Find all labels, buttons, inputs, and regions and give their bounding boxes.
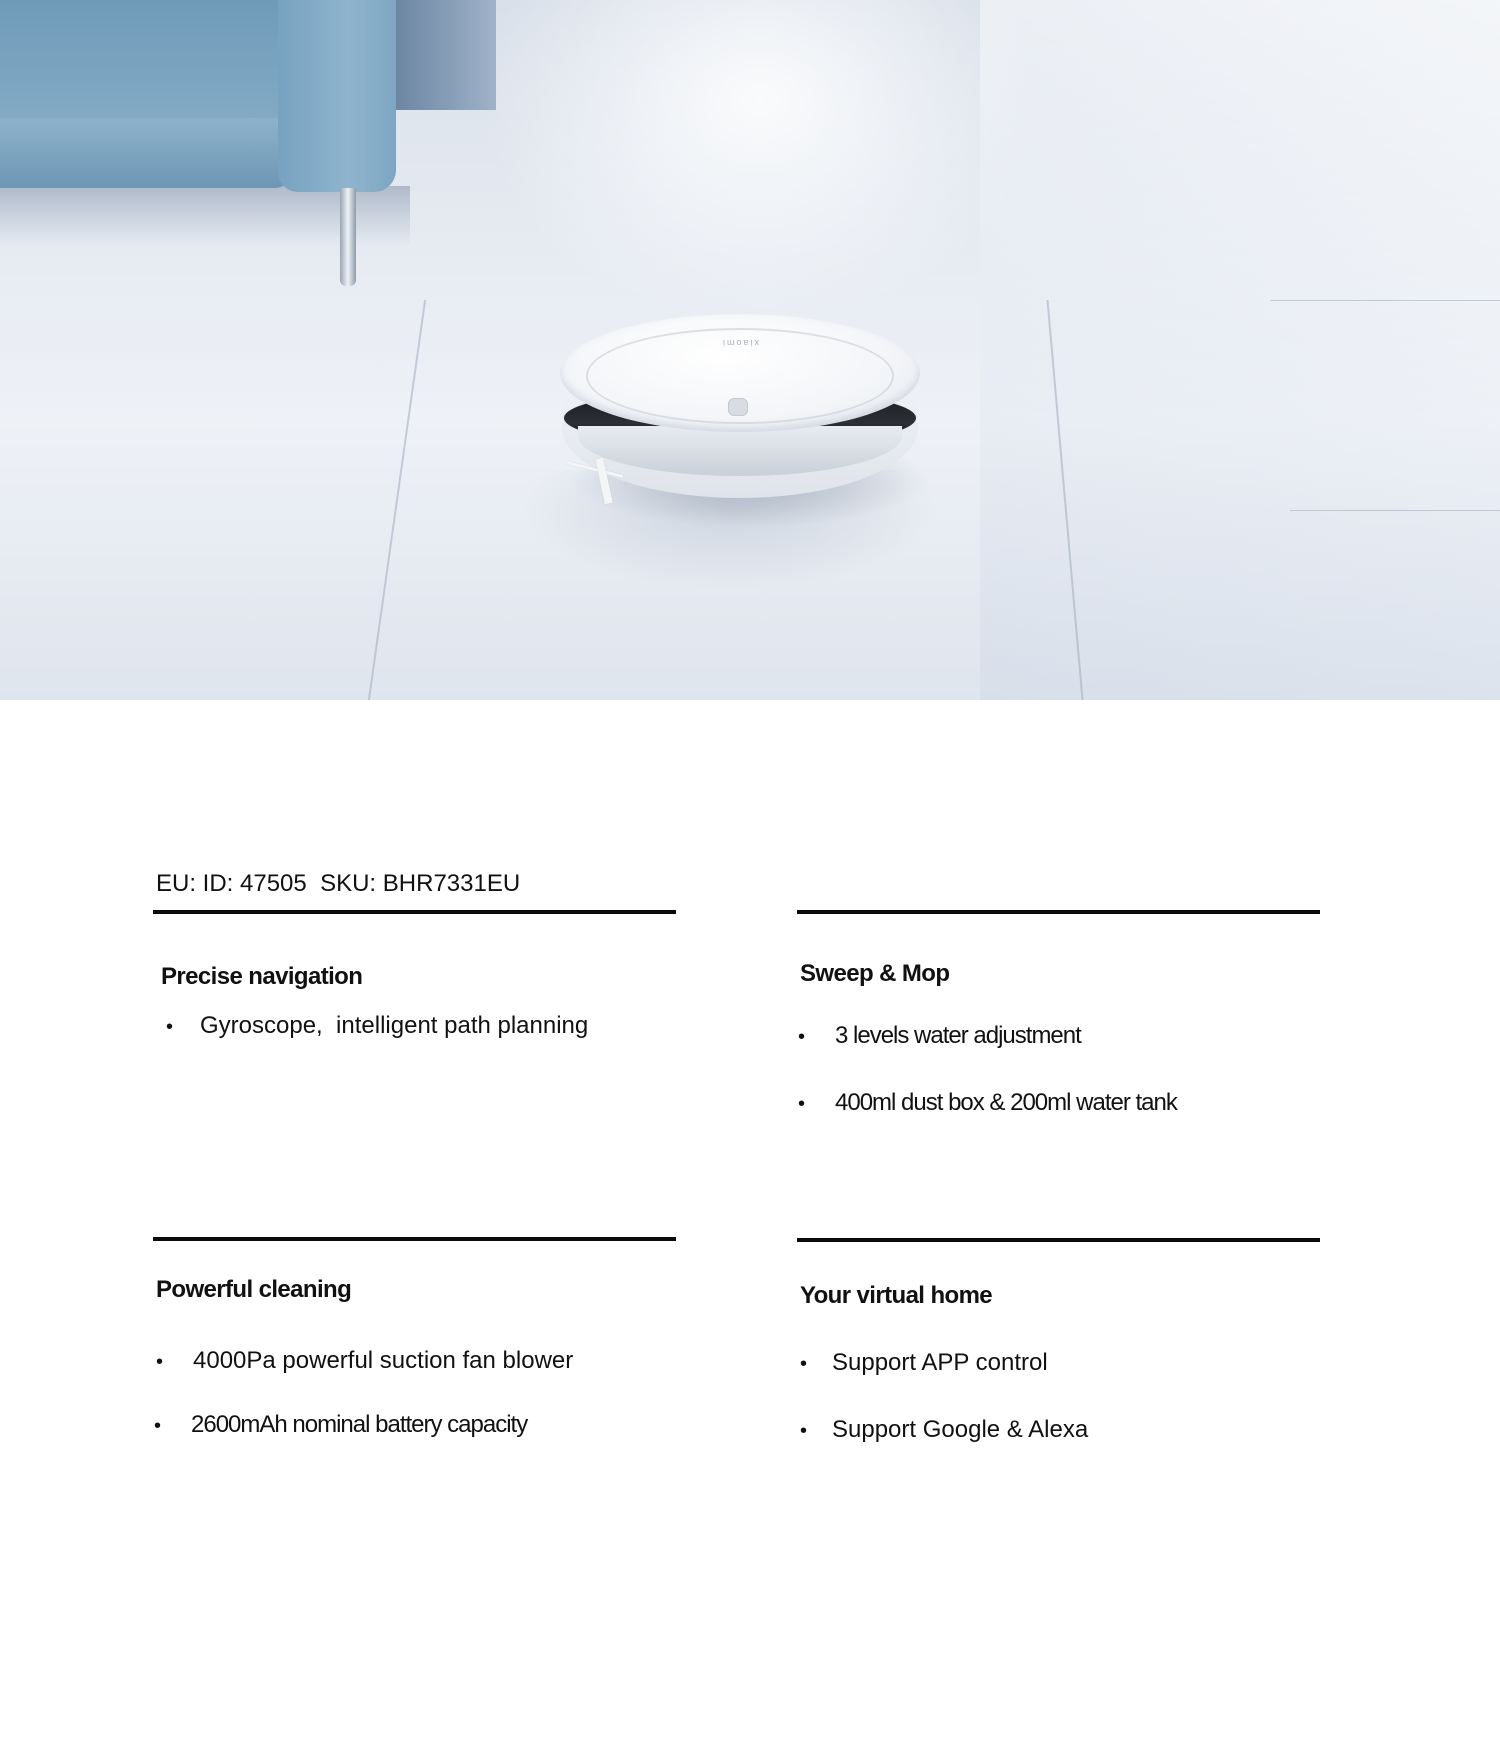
section-divider [797,910,1320,914]
sofa-leg [340,188,356,286]
bullet-icon: • [166,1016,174,1038]
section-divider [153,910,676,914]
list-item: • 400ml dust box & 200ml water tank [798,1089,1177,1116]
robot-vacuum [560,308,920,528]
bullet-icon: • [798,1093,806,1115]
list-item: • Support APP control [800,1349,1048,1376]
list-item: • 2600mAh nominal battery capacity [154,1411,528,1438]
list-item: • 3 levels water adjustment [798,1022,1081,1049]
bullet-icon: • [156,1351,164,1373]
list-item: • 4000Pa powerful suction fan blower [156,1347,574,1374]
robot-top-cover [560,314,920,432]
hero-image [0,0,1500,700]
wall-pillar [396,0,496,110]
bullet-icon: • [800,1353,808,1375]
robot-brand-logo: xiaomi [721,338,760,348]
robot-power-button [728,398,748,416]
section-title-navigation: Precise navigation [161,963,363,990]
section-divider [797,1238,1320,1242]
list-item: • Gyroscope, intelligent path planning [166,1012,589,1039]
window-light [980,0,1500,700]
sofa-seat [0,118,290,188]
sku-line: EU: ID: 47505 SKU: BHR7331EU [156,870,521,897]
floor-tile-line [1290,510,1500,511]
wall-light [480,0,1040,330]
list-item: • Support Google & Alexa [800,1416,1089,1443]
bullet-icon: • [798,1026,806,1048]
section-title-cleaning: Powerful cleaning [156,1276,352,1303]
bullet-icon: • [154,1415,162,1437]
floor-tile-line [368,300,426,700]
bullet-icon: • [800,1420,808,1442]
section-title-home: Your virtual home [800,1282,993,1309]
floor-tile-line [1270,300,1500,301]
section-divider [153,1237,676,1241]
sofa-arm [278,0,396,192]
section-title-sweep: Sweep & Mop [800,960,950,987]
